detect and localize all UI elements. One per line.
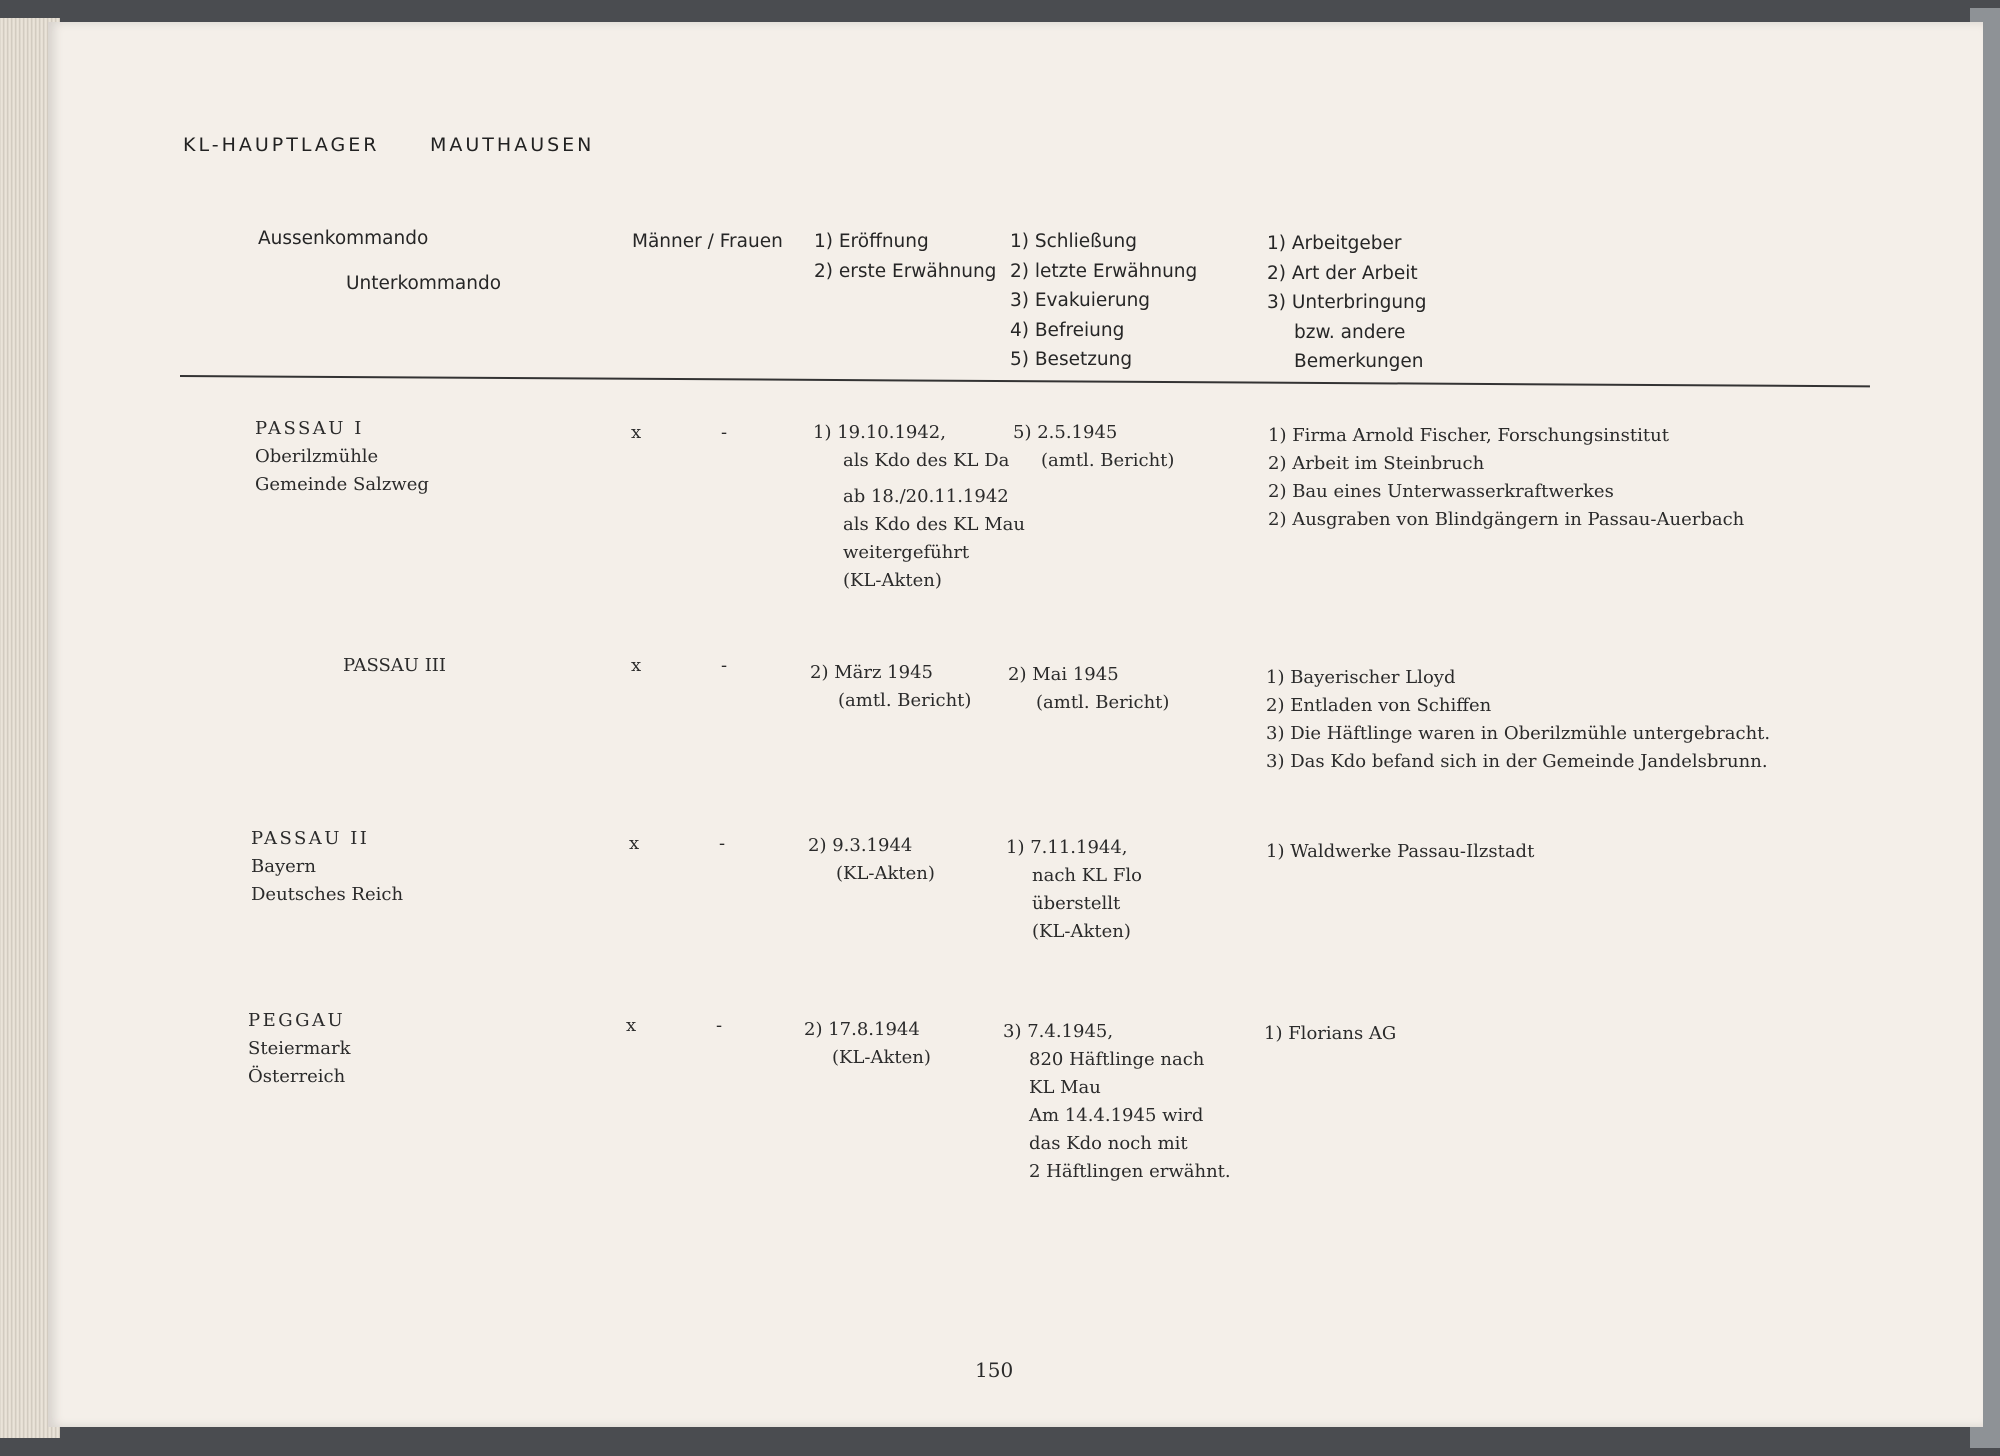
entry-place-line: Steiermark xyxy=(248,1038,351,1059)
work-line: 2) Arbeit im Steinbruch xyxy=(1268,453,1485,474)
entry-men-mark: x xyxy=(631,422,642,443)
entry-passau-iii-location xyxy=(343,652,446,680)
entry-work xyxy=(1264,1020,1396,1048)
header-unterkommando: Unterkommando xyxy=(346,273,502,294)
closing-line: 5) 2.5.1945 xyxy=(1013,422,1118,443)
running-head-camp: KL-HAUPTLAGER xyxy=(183,134,380,156)
closing-line: (amtl. Bericht) xyxy=(1036,692,1170,713)
work-line: 2) Entladen von Schiffen xyxy=(1266,695,1492,716)
entry-opening xyxy=(808,832,935,888)
work-line: 1) Bayerischer Lloyd xyxy=(1266,667,1456,688)
closing-line: 820 Häftlinge nach xyxy=(1029,1049,1205,1070)
book-page xyxy=(48,22,1983,1427)
header-closing-line: 2) letzte Erwähnung xyxy=(1010,260,1198,282)
entry-work xyxy=(1266,838,1534,866)
header-work-line: 1) Arbeitgeber xyxy=(1267,233,1402,254)
opening-line: 2) 17.8.1944 xyxy=(804,1019,920,1040)
entry-men-mark: x xyxy=(626,1015,637,1036)
entry-closing xyxy=(1006,834,1142,946)
opening-line: (amtl. Bericht) xyxy=(838,690,972,711)
entry-place-line: Deutsches Reich xyxy=(251,884,404,905)
header-work-line: 3) Unterbringung xyxy=(1267,292,1427,313)
header-divider xyxy=(180,375,1870,387)
header-opening-line: 1) Eröffnung xyxy=(814,231,929,252)
entry-place-line: Bayern xyxy=(251,856,316,877)
entry-opening xyxy=(810,659,971,715)
closing-line: 2) Mai 1945 xyxy=(1008,664,1119,685)
header-closing-line: 1) Schließung xyxy=(1010,231,1138,252)
work-line: 2) Ausgraben von Blindgängern in Passau-Auerbach xyxy=(1268,509,1745,530)
entry-name: PEGGAU xyxy=(248,1010,346,1031)
header-work-column xyxy=(1267,229,1427,377)
work-line: 3) Das Kdo befand sich in der Gemeinde Jandelsbrunn. xyxy=(1266,751,1768,772)
entry-women-mark: - xyxy=(716,1015,723,1036)
opening-line: als Kdo des KL Mau xyxy=(843,514,1025,535)
opening-line: (KL-Akten) xyxy=(843,570,942,591)
opening-line: 2) 9.3.1944 xyxy=(808,835,913,856)
opening-line: 1) 19.10.1942, xyxy=(813,422,946,443)
work-line: 3) Die Häftlinge waren in Oberilzmühle untergebracht. xyxy=(1266,723,1771,744)
opening-line: ab 18./20.11.1942 xyxy=(843,486,1009,507)
closing-line: 3) 7.4.1945, xyxy=(1003,1021,1114,1042)
entry-closing xyxy=(1008,661,1169,717)
header-work-line: 2) Art der Arbeit xyxy=(1267,262,1418,284)
entry-men-mark: x xyxy=(631,655,642,676)
entry-opening xyxy=(813,419,1025,595)
header-opening-column xyxy=(814,227,996,286)
opening-line: (KL-Akten) xyxy=(832,1047,931,1068)
work-line: 1) Florians AG xyxy=(1264,1023,1397,1044)
opening-line: (KL-Akten) xyxy=(836,863,935,884)
header-closing-line: 3) Evakuierung xyxy=(1010,290,1151,311)
closing-line: das Kdo noch mit xyxy=(1029,1133,1188,1154)
header-closing-line: 4) Befreiung xyxy=(1010,319,1125,341)
closing-line: 1) 7.11.1944, xyxy=(1006,837,1128,858)
entry-name: PASSAU II xyxy=(251,828,370,849)
header-work-line: bzw. andere xyxy=(1294,321,1406,343)
entry-passau-ii-location xyxy=(251,825,403,909)
entry-work xyxy=(1266,664,1770,776)
entry-opening xyxy=(804,1016,931,1072)
closing-line: 2 Häftlingen erwähnt. xyxy=(1029,1161,1231,1182)
entry-place-line: Oberilzmühle xyxy=(255,446,379,467)
opening-line: weitergeführt xyxy=(843,542,970,563)
entry-place-line: Gemeinde Salzweg xyxy=(255,474,429,495)
entry-women-mark: - xyxy=(719,833,726,854)
work-line: 1) Firma Arnold Fischer, Forschungsinstitut xyxy=(1268,425,1669,446)
header-aussenkommando: Aussenkommando xyxy=(258,228,429,249)
closing-line: nach KL Flo xyxy=(1032,865,1142,886)
entry-women-mark: - xyxy=(721,422,728,443)
entry-closing xyxy=(1013,419,1174,475)
entry-passau-i-location xyxy=(255,415,429,499)
closing-line: Am 14.4.1945 wird xyxy=(1029,1105,1204,1126)
closing-line: (KL-Akten) xyxy=(1032,921,1131,942)
header-work-line: Bemerkungen xyxy=(1294,351,1424,372)
page-number: 150 xyxy=(975,1358,1014,1382)
header-opening-line: 2) erste Erwähnung xyxy=(814,260,997,282)
work-line: 2) Bau eines Unterwasserkraftwerkes xyxy=(1268,481,1614,502)
entry-name: PASSAU III xyxy=(343,655,447,676)
header-maenner-frauen: Männer / Frauen xyxy=(632,231,783,252)
opening-line: als Kdo des KL Da xyxy=(843,450,1010,471)
opening-line: 2) März 1945 xyxy=(810,662,933,683)
header-closing-column xyxy=(1010,227,1197,375)
entry-work xyxy=(1268,422,1744,534)
entry-name: PASSAU I xyxy=(255,418,364,439)
closing-line: KL Mau xyxy=(1029,1077,1101,1098)
running-head-location: MAUTHAUSEN xyxy=(430,134,595,156)
header-closing-line: 5) Besetzung xyxy=(1010,349,1133,370)
work-line: 1) Waldwerke Passau-Ilzstadt xyxy=(1266,841,1535,862)
entry-men-mark: x xyxy=(629,833,640,854)
entry-women-mark: - xyxy=(721,655,728,676)
entry-closing xyxy=(1003,1018,1231,1186)
closing-line: überstellt xyxy=(1032,893,1121,914)
closing-line: (amtl. Bericht) xyxy=(1041,450,1175,471)
entry-place-line: Österreich xyxy=(248,1066,346,1087)
entry-peggau-location xyxy=(248,1007,351,1091)
